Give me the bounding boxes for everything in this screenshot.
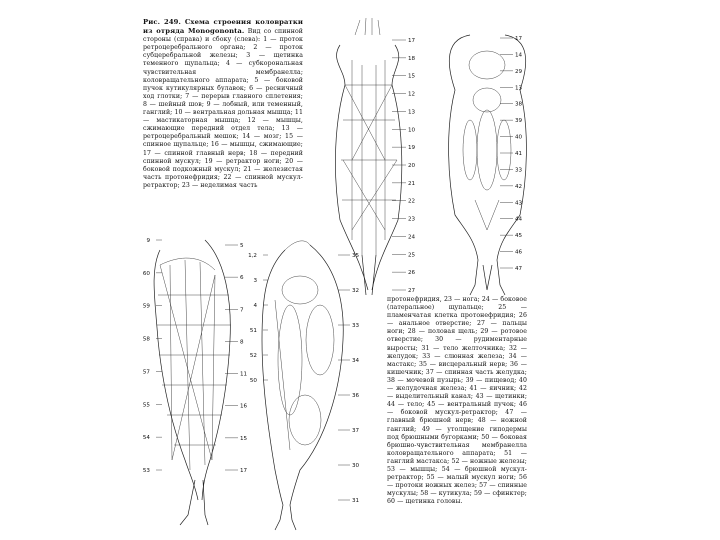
part-number-label: 24 (408, 234, 416, 241)
part-number-label: 30 (352, 463, 360, 469)
part-number-label: 32 (352, 288, 360, 294)
part-number-label: 29 (515, 68, 523, 75)
part-number-label: 51 (249, 328, 257, 334)
part-number-label: 17 (240, 468, 248, 474)
part-number-label: 21 (408, 180, 416, 187)
part-number-label: 9 (146, 238, 150, 244)
part-number-label: 4 (253, 303, 257, 309)
part-number-label: 22 (408, 198, 416, 205)
part-number-label: 37 (352, 428, 360, 434)
part-number-label: 1,2 (248, 253, 257, 259)
part-number-label: 43 (515, 200, 523, 207)
caption-title: Рис. 249. Схема строения коловратки из отряда Monogononta. (143, 18, 303, 36)
part-number-label: 40 (515, 134, 523, 141)
part-number-label: 27 (408, 288, 416, 294)
side-organs-figure (248, 241, 359, 530)
part-number-label: 58 (142, 336, 150, 343)
part-number-label: 12 (408, 91, 416, 98)
part-number-label: 42 (515, 183, 523, 190)
part-number-label: 19 (408, 145, 416, 152)
part-number-label: 16 (240, 403, 248, 410)
part-number-label: 54 (142, 435, 150, 442)
internal-organs-figure (449, 35, 527, 295)
lateral-muscle-figure (143, 238, 248, 525)
part-number-label: 59 (142, 303, 150, 310)
part-number-label: 46 (515, 249, 523, 256)
part-number-label: 57 (142, 369, 150, 376)
part-number-label: 53 (142, 468, 150, 474)
part-number-label: 60 (142, 270, 150, 277)
legend-body: протонефридия, 23 — нога; 24 — боковое (латеральное) щупальце; 25 — пламенчатая клетка протонефридия; 26 — анальное отверстие; 27 — пальцы ноги; 28 — половая щель; 29 — ротовое отверстие; 30 — рудиментарные выросты; 31 — тело желточника; 32 — желудок; 33 — слюнная железа; 34 — мастакс; 35 — висцеральный нерв; 36 — кишечник; 37 — спинная часть желудка; 38 — мочевой пузырь; 39 — пищевод; 40 — желудочная железа; 41 — яичник; 42 — выделительный канал; 43 — щетинки; 44 — тело; 45 — вентральный пучок; 46 — боковой мускул-ретрактор; 47 — главный брюшной нерв; 48 — ножной ганглий; 49 — утолщение гиподермы под брюшными бугорками; 50 — боковая брюшно-чувствительная мембранелла коловращательного аппарата; 51 — ганглий мастакса; 52 — ножные железы; 53 — мышцы; 54 — брюшной мускул-ретрактор; 55 — малый мускул ноги; 56 — протоки ножных желез; 57 — спинные мускулы; 58 — кутикула; 59 — сфинктер; 60 — щетинка головы. (387, 296, 527, 506)
part-number-label: 39 (515, 118, 523, 125)
dorsal-muscle-figure (335, 18, 415, 295)
part-number-label: 5 (240, 243, 244, 249)
part-number-label: 41 (515, 151, 523, 157)
part-number-label: 17 (515, 36, 523, 42)
part-number-label: 36 (352, 393, 360, 399)
part-number-label: 15 (408, 73, 416, 80)
part-number-label: 38 (515, 101, 523, 108)
part-number-label: 25 (408, 252, 416, 259)
part-number-label: 17 (408, 38, 416, 44)
part-number-label: 20 (408, 163, 416, 169)
part-number-label: 26 (408, 270, 416, 277)
part-number-label: 14 (515, 52, 523, 59)
caption-body: Вид со спинной стороны (справа) и сбоку (слева): 1 — проток ретроцеребрального органа; 2 — проток субцеребральной железы; 3 — щетинка теменного щупальца; 4 — субкорональная чувствительная мембранелла; коловращательного аппарата; 5 — боковой пучок кутикулярных булавок; 6 — ресничный ход глотки; 7 — перерыв главного сплетения; 8 — шейный шов; 9 — лобный, или теменный, ганглий; 10 — вентральная дольная мышца; 11 — мастикаторная мышца; 12 — мышцы, сжимающие передний отдел тела; 13 — ретроцеребральный мешок; 14 — мозг; 15 — спинное щупальце; 16 — мышцы, сжимающие; 17 — спинной главный нерв; 18 — передний спинной мускул; 19 — ретрактор ноги; 20 — боковой подкожный мускул; 21 — железистая часть протонефридия; 22 — спинной мускул-ретрактор; 23 — неделимая часть (143, 28, 303, 189)
part-number-label: 6 (240, 275, 244, 282)
part-number-label: 11 (240, 371, 248, 378)
part-number-label: 15 (240, 435, 248, 442)
part-number-label: 18 (408, 55, 416, 62)
part-number-label: 55 (142, 402, 150, 409)
part-number-label: 50 (249, 378, 257, 384)
part-number-label: 13 (515, 85, 523, 92)
part-number-label: 44 (515, 216, 523, 223)
part-number-label: 47 (515, 266, 523, 272)
part-number-label: 33 (515, 167, 523, 174)
part-number-label: 10 (408, 127, 416, 134)
part-number-label: 31 (352, 498, 360, 504)
part-number-label: 13 (408, 109, 416, 116)
part-number-label: 35 (352, 253, 360, 259)
part-number-label: 33 (352, 323, 360, 329)
part-number-label: 52 (249, 353, 257, 359)
part-number-label: 8 (240, 339, 244, 346)
part-number-label: 34 (352, 358, 360, 364)
part-number-label: 3 (253, 278, 257, 284)
part-number-label: 45 (515, 233, 523, 240)
part-number-label: 23 (408, 216, 416, 223)
part-number-label: 7 (240, 307, 244, 314)
